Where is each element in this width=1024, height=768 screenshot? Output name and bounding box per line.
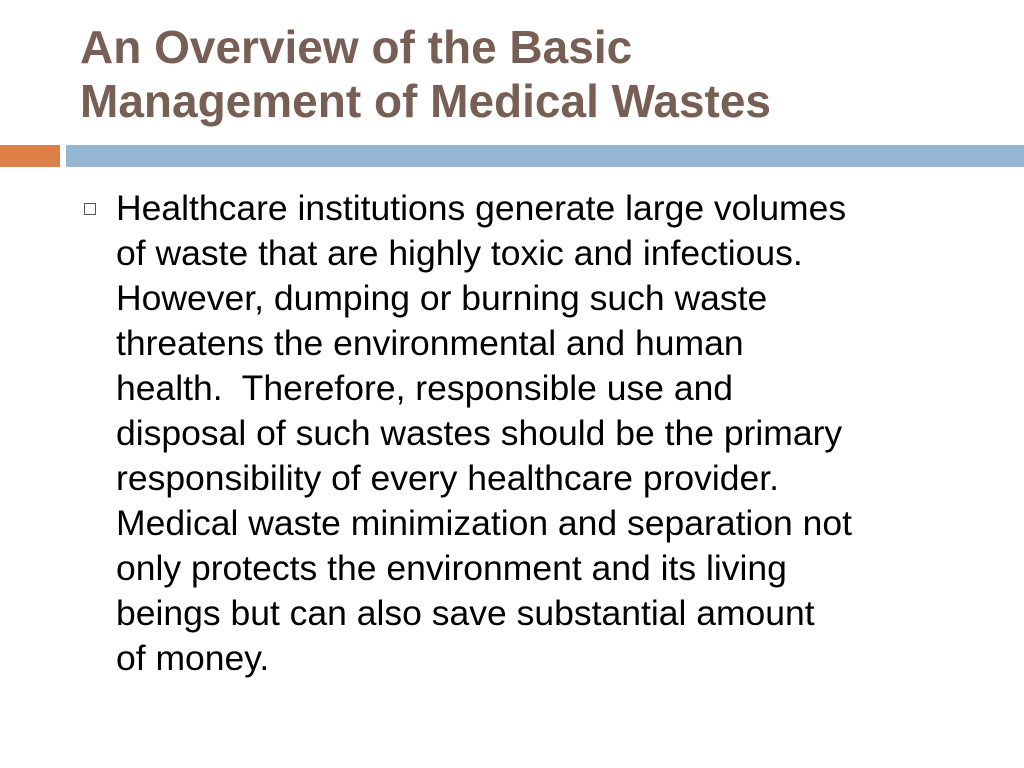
square-bullet-icon [84,203,96,215]
bullet-paragraph [116,186,996,681]
body-line: health. Therefore, responsible use and [116,368,734,408]
body-line: Medical waste minimization and separation not [116,503,853,543]
body-line: of money. [116,638,270,678]
body-line: disposal of such wastes should be the primary [116,413,843,453]
slide-title-line-2: Management of Medical Wastes [80,75,772,127]
body-line: of waste that are highly toxic and infectious. [116,233,803,273]
body-line: responsibility of every healthcare provider. [116,458,780,498]
body-line: Healthcare institutions generate large volumes [116,188,847,228]
slide-title-line-1: An Overview of the Basic [80,21,633,73]
slide-title [80,20,1000,128]
accent-bar-orange [0,145,60,167]
body-line: threatens the environmental and human [116,323,744,363]
accent-bar-blue [66,145,1024,167]
body-line: only protects the environment and its living [116,548,787,588]
body-line: However, dumping or burning such waste [116,278,768,318]
body-line: beings but can also save substantial amount [116,593,815,633]
